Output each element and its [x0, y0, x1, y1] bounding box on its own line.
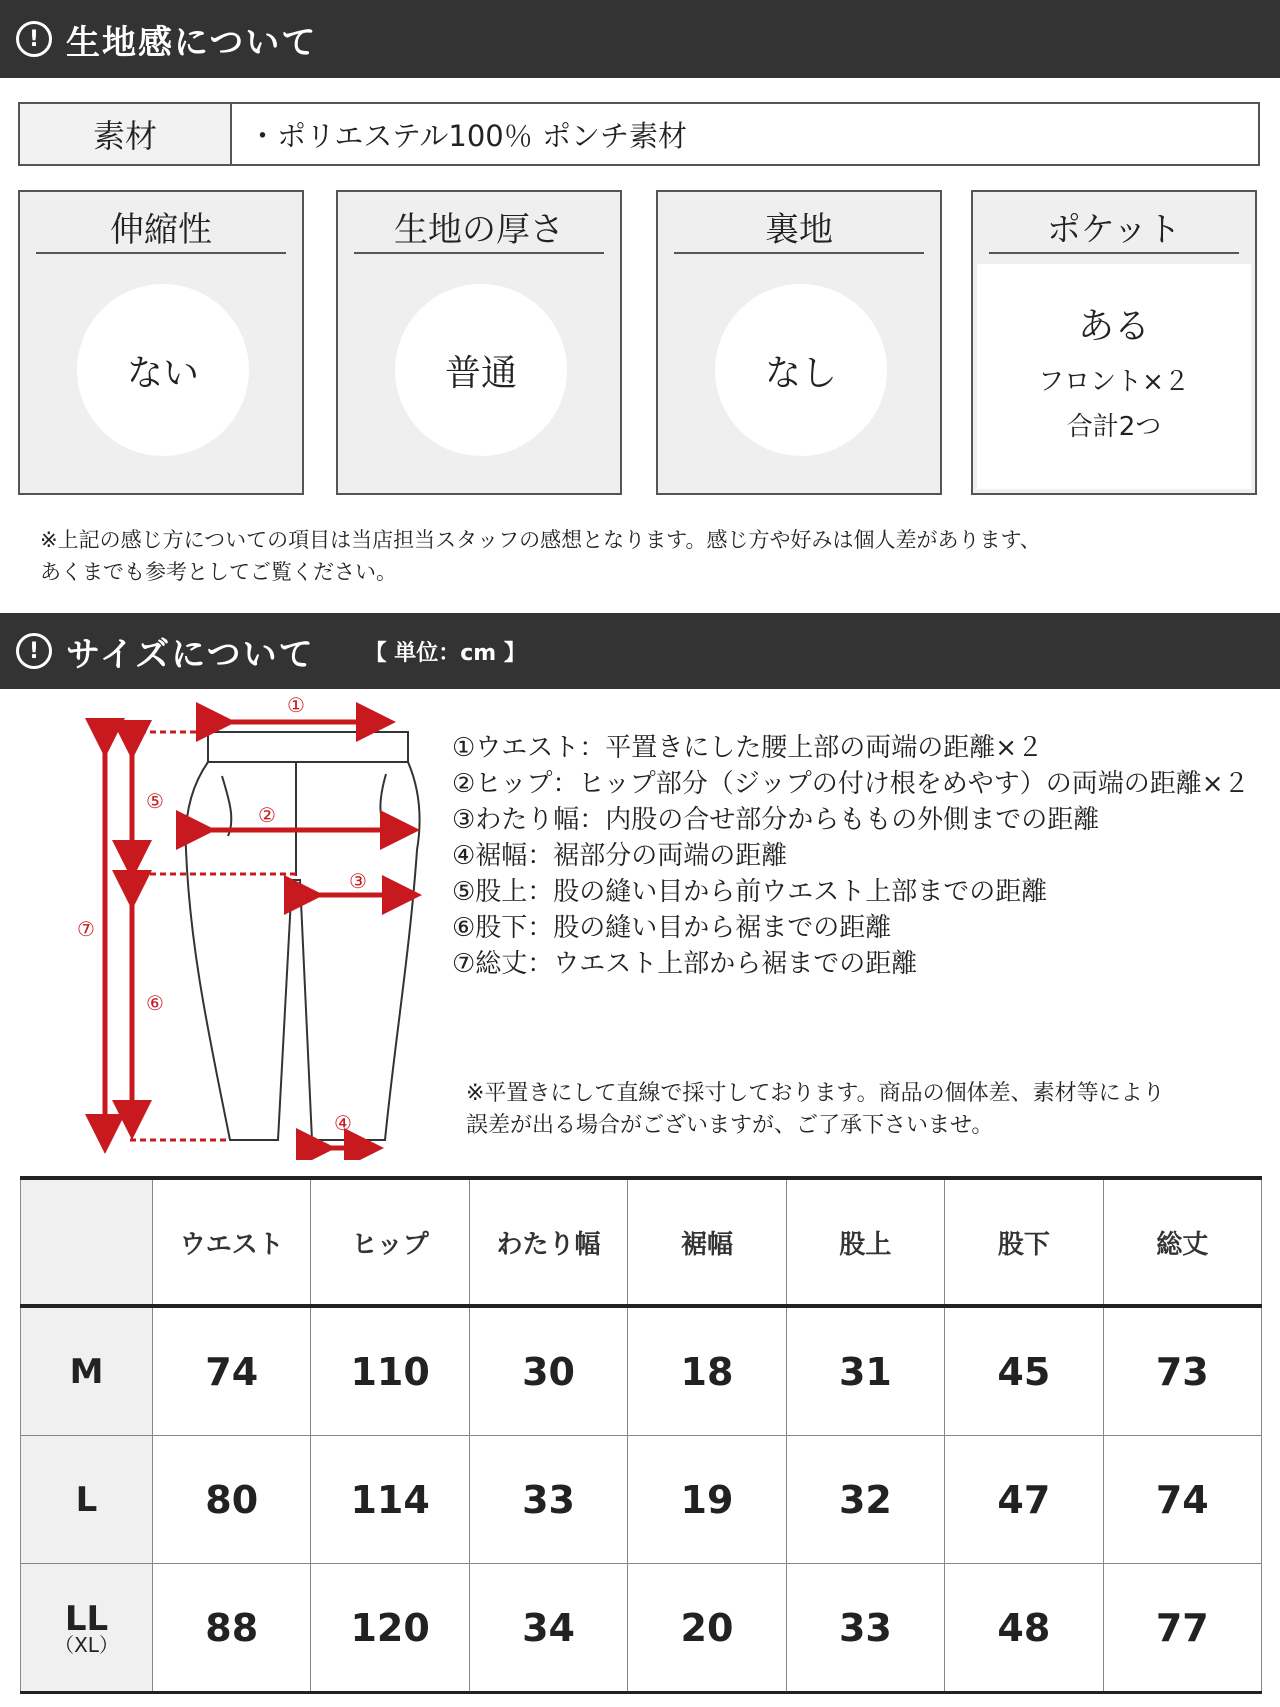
table-cell: 74	[1103, 1436, 1261, 1564]
unit-label: 【 単位：cm 】	[364, 640, 526, 666]
legend-item: ⑥股下：股の縫い目から裾までの距離	[452, 913, 892, 943]
material-label: 素材	[20, 104, 232, 164]
card-value-circle: なし	[715, 284, 887, 456]
table-cell: 18	[628, 1306, 786, 1436]
size-label-main: LL	[64, 1598, 109, 1639]
table-row	[21, 1564, 1262, 1693]
legend-item: ②ヒップ：ヒップ部分（ジップの付け根をめやす）の両端の距離×２	[452, 769, 1250, 799]
table-cell: 120	[311, 1564, 469, 1693]
size-table	[20, 1176, 1262, 1694]
measurement-legend	[452, 730, 1250, 982]
size-label: M	[21, 1306, 153, 1436]
card-title: ポケット	[989, 210, 1239, 254]
label-5: ⑤	[146, 789, 164, 813]
legend-item: ④裾幅：裾部分の両端の距離	[452, 841, 788, 871]
pocket-detail-total: 合計2つ	[1066, 412, 1162, 442]
legend-item: ⑤股上：股の縫い目から前ウエスト上部までの距離	[452, 877, 1048, 907]
card-title: 裏地	[674, 210, 924, 254]
table-cell: 114	[311, 1436, 469, 1564]
card-title: 伸縮性	[36, 210, 286, 254]
column-header: ヒップ	[311, 1178, 469, 1306]
table-row	[21, 1306, 1262, 1436]
table-cell: 33	[786, 1564, 944, 1693]
size-note	[466, 1078, 1165, 1142]
label-2: ②	[258, 803, 276, 827]
column-header: 股下	[945, 1178, 1103, 1306]
table-cell: 32	[786, 1436, 944, 1564]
card-pocket	[971, 190, 1257, 495]
column-header: 股上	[786, 1178, 944, 1306]
table-cell: 33	[469, 1436, 627, 1564]
card-title: 生地の厚さ	[354, 210, 604, 254]
table-cell: 30	[469, 1306, 627, 1436]
column-header: ウエスト	[153, 1178, 311, 1306]
card-thickness	[336, 190, 622, 495]
legend-item: ⑦総丈：ウエスト上部から裾までの距離	[452, 949, 918, 979]
label-3: ③	[349, 869, 367, 893]
size-label: L	[21, 1436, 153, 1564]
pocket-detail-front: フロント×２	[1038, 367, 1190, 397]
label-7: ⑦	[77, 917, 95, 941]
card-value-circle: ない	[77, 284, 249, 456]
table-header-row	[21, 1178, 1262, 1306]
section-header-fabric	[0, 0, 1280, 78]
section-title: 生地感について	[66, 22, 318, 63]
table-cell: 20	[628, 1564, 786, 1693]
table-cell: 47	[945, 1436, 1103, 1564]
table-cell: 88	[153, 1564, 311, 1693]
card-value-circle: 普通	[395, 284, 567, 456]
column-header: わたり幅	[469, 1178, 627, 1306]
exclamation-circle-icon: !	[16, 21, 52, 57]
legend-item: ③わたり幅：内股の合せ部分からももの外側までの距離	[452, 805, 1100, 835]
pocket-detail	[977, 264, 1251, 489]
table-cell: 48	[945, 1564, 1103, 1693]
pocket-value: ある	[1077, 306, 1150, 347]
label-6: ⑥	[146, 991, 164, 1015]
pants-outline	[186, 732, 420, 1140]
label-1: ①	[287, 693, 305, 717]
column-header: 裾幅	[628, 1178, 786, 1306]
fabric-note	[40, 524, 1041, 588]
table-row	[21, 1436, 1262, 1564]
note-line: 誤差が出る場合がございますが、ご了承下さいませ。	[466, 1113, 994, 1138]
table-cell: 73	[1103, 1306, 1261, 1436]
table-cell: 19	[628, 1436, 786, 1564]
pants-measurement-diagram	[60, 690, 440, 1160]
table-cell: 31	[786, 1306, 944, 1436]
note-line: あくまでも参考としてご覧ください。	[40, 560, 397, 584]
table-cell: 110	[311, 1306, 469, 1436]
note-line: ※上記の感じ方についての項目は当店担当スタッフの感想となります。感じ方や好みは個人差があります、	[40, 528, 1041, 552]
table-cell: 45	[945, 1306, 1103, 1436]
table-cell: 77	[1103, 1564, 1261, 1693]
card-stretch	[18, 190, 304, 495]
card-lining	[656, 190, 942, 495]
material-value: ・ポリエステル100％ ポンチ素材	[248, 118, 687, 153]
exclamation-circle-icon: !	[16, 633, 52, 669]
table-cell: 80	[153, 1436, 311, 1564]
material-row	[18, 102, 1260, 166]
size-label-sub: （XL）	[54, 1632, 119, 1657]
column-header: 総丈	[1103, 1178, 1261, 1306]
section-title: サイズについて	[66, 634, 315, 675]
label-4: ④	[334, 1111, 352, 1135]
table-cell: 34	[469, 1564, 627, 1693]
note-line: ※平置きにして直線で採寸しております。商品の個体差、素材等により	[466, 1081, 1165, 1106]
table-cell: 74	[153, 1306, 311, 1436]
size-label	[21, 1564, 153, 1693]
legend-item: ①ウエスト：平置きにした腰上部の両端の距離×２	[452, 733, 1044, 763]
table-corner	[21, 1178, 153, 1306]
section-header-size	[0, 613, 1280, 689]
